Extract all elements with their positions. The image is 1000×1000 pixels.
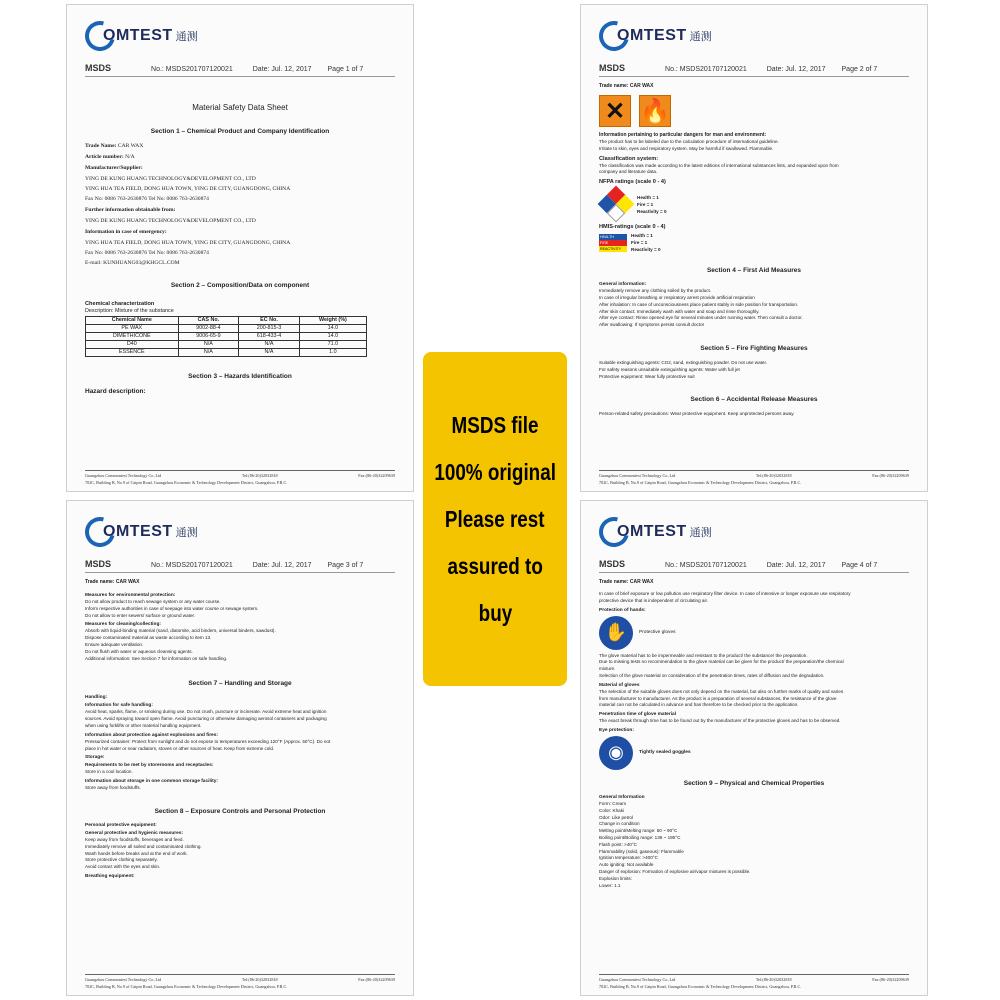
- text-line: Boiling point/Boiling range: 136 ~ 195°C: [599, 834, 681, 840]
- text-line: Form: Cream: [599, 800, 627, 806]
- page-header: MSDS No.: MSDS201707120021 Date: Jul. 12, 2017 Page 4 of 7: [599, 559, 909, 573]
- banner-line: assured to: [447, 552, 543, 579]
- emergency-label: Information in case of emergency:: [85, 229, 167, 235]
- document-title: Material Safety Data Sheet: [192, 103, 288, 112]
- emergency-fax-tel: Fax No: 0086 763-2630876 Tel No: 0086 763-2630874: [85, 250, 209, 256]
- banner-line: buy: [478, 599, 512, 626]
- text-line: After skin contact: Immediately wash with water and soap and rinse thoroughly.: [599, 308, 760, 314]
- text-line: Flash point: >40°C: [599, 841, 637, 847]
- table-row: [86, 324, 367, 332]
- table-header: Weight (%): [299, 316, 366, 324]
- table-cell: 14.0: [299, 324, 366, 332]
- table-cell: N/A: [239, 348, 300, 356]
- logo-mark-icon: [594, 512, 635, 553]
- section-8-title: Section 8 – Exposure Controls and Personal Protection: [154, 807, 326, 815]
- company-name: YING DE KUNG HUANG TECHNOLOGY&DEVELOPMENT CO., LTD: [85, 176, 256, 182]
- msds-page-2: OMTEST 通测 MSDS No.: MSDS201707120021 Date: Jul. 12, 2017 Page 2 of 7 Trade name: CAR WAX ✕ 🔥 Information pertaining to particular dangers for man and environment: The product has to be labeled due to the calculation procedure of international guideline. Irritate to skin, eyes and respiratory system. May be harmful if swallowed. Flammable. Classification system: The classification was made according to the latest editions of international substances lists, and expanded upon from company and literature data. NFPA ratings (scale 0 - 4) Health = 1 Fire = 1 Reactivity = 0 HMIS-ratings (scale 0 - 4) HEALTH FIRE REACTIVITY Health = 1 Fire = 1 Reactivity = 0 Section 4 – First Aid Measures General information: Immediately remove any clothing soiled by the product. In case of irregular breathing or respiratory arrest provide artificial respiration After inhalation: In case of unconsciousness place patient stably in side position for transportation. After skin contact: Immediately wash with water and soap and rinse thoroughly. After eye contact: Rinse opened eye for several minutes under running water. Then consult a doctor. After swallowing: If symptoms persist consult doctor Section 5 – Fire Fighting Measures Suitable extinguishing agents: CO2, sand, extinguishing powder. Do not use water. For safety reasons unsuitable extinguishing agents: Water with full jet Protective equipment: Wear fully protective suit Section 6 – Accidental Release Measures Person-related safety precautions: Wear protective equipment. Keep unprotected persons away. Guangzhou Commontest Technology Co.,Ltd Tel:(86-20)32032818 Fax:(86-20)32209639 702C, Building B, No.9 of Caipin Road, Guangzhou Economic & Technology Development District, Guangzhou, P.R.C.: [580, 4, 928, 492]
- table-cell: ESSENCE: [86, 348, 179, 356]
- text-line: Absorb with liquid-binding material (sand, diatomite, acid binders, universal binders, sawdust).: [85, 628, 276, 634]
- article-number-field: Article number: N/A: [85, 154, 135, 160]
- text-line: The glove material has to be impermeable and resistant to the product/ the substance/ the preparation.: [599, 652, 808, 658]
- table-cell: 9006-65-9: [178, 332, 239, 340]
- text-line: Color: Khaki: [599, 807, 625, 813]
- page-footer: Guangzhou Commontest Technology Co.,Ltd Tel:(86-20)32032818 Fax:(86-20)32209639 702C, Building B, No.9 of Caipin Road, Guangzhou Economic & Technology Development District, Guangzhou, P.R.C.: [599, 470, 909, 485]
- company-logo: OMTEST 通测: [85, 517, 395, 547]
- protective-gloves-icon: ✋: [599, 616, 633, 650]
- chem-char-heading: Chemical characterization: [85, 301, 155, 307]
- table-cell: N/A: [239, 340, 300, 348]
- banner-line: 100% original: [434, 458, 556, 485]
- company-logo: [85, 21, 395, 51]
- page-number: Page 2 of 7: [841, 66, 878, 73]
- text-line: Store protective clothing separately.: [85, 857, 158, 863]
- section-2-title: Section 2 – Composition/Data on component: [170, 282, 310, 289]
- page-number: Page 1 of 7: [327, 66, 364, 73]
- page-footer: Guangzhou Commontest Technology Co.,Ltd Tel:(86-20)32032818 Fax:(86-20)32209639 702C, Building B, No.9 of Caipin Road, Guangzhou Economic & Technology Development District, Guangzhou, P.R.C.: [85, 470, 395, 485]
- table-row: [86, 340, 367, 348]
- company-logo: OMTEST 通测: [599, 517, 909, 547]
- table-cell: D40: [86, 340, 179, 348]
- report-number: No.: MSDS201707120021: [151, 66, 233, 73]
- harmful-x-icon: ✕: [599, 95, 631, 127]
- section-3-title: Section 3 – Hazards Identification: [188, 372, 292, 380]
- nfpa-rating: Health = 1 Fire = 1 Reactivity = 0: [599, 187, 909, 221]
- text-line: place in hot water or near radiators, stoves or other sources of heat. Keep from extreme cold.: [85, 745, 275, 751]
- text-line: Avoid heat, sparks, flame, or smoking during use. Do not crush, puncture or incinerate. Avoid extreme heat and ignition: [85, 709, 327, 715]
- page-number: Page 4 of 7: [841, 562, 878, 569]
- table-cell: N/A: [178, 348, 239, 356]
- text-line: After swallowing: If symptoms persist consult doctor: [599, 322, 705, 328]
- table-row: [86, 332, 367, 340]
- company-email: E-mail: KUNHUANG03@KHGCL.COM: [85, 260, 180, 266]
- page-header: MSDS No.: MSDS201707120021 Date: Jul. 12, 2017 Page 2 of 7: [599, 63, 909, 77]
- hmis-rating: HEALTH FIRE REACTIVITY Health = 1 Fire = 1 Reactivity = 0: [600, 233, 661, 253]
- manufacturer-label: Manufacturer/Supplier:: [85, 165, 143, 171]
- text-line: For safety reasons unsuitable extinguishing agents: Water with full jet: [599, 366, 740, 372]
- table-header: EC No.: [239, 316, 300, 324]
- nfpa-diamond-icon: [598, 186, 635, 223]
- table-header: Chemical Name: [86, 316, 179, 324]
- text-line: Danger of explosion: Formation of explosive air/vapor mixtures is possible.: [599, 868, 751, 874]
- table-cell: 71.0: [299, 340, 366, 348]
- page-footer: Guangzhou Commontest Technology Co.,Ltd Tel:(86-20)32032818 Fax:(86-20)32209639 702C, Building B, No.9 of Caipin Road, Guangzhou Economic & Technology Development District, Guangzhou, P.R.C.: [599, 974, 909, 989]
- table-row: [86, 348, 367, 356]
- page-header: MSDS No.: MSDS201707120021 Date: Jul. 12, 2017 Page 3 of 7: [85, 559, 395, 573]
- text-line: The selection of the suitable gloves does not only depend on the material, but also on further marks of quality and varies: [599, 688, 844, 694]
- safety-goggles-icon: ◉: [599, 736, 633, 770]
- logo-mark-icon: [80, 16, 121, 57]
- text-line: protective device that is independent of circulating air.: [599, 597, 709, 603]
- table-cell: 200-815-3: [239, 324, 300, 332]
- text-line: Keep away from foodstuffs, beverages and feed.: [85, 836, 184, 842]
- text-line: sources. Avoid spraying toward open flame. Avoid puncturing or otherwise damaging aerosol containers and packaging: [85, 716, 327, 722]
- section-1-title: Section 1 – Chemical Product and Company Identification: [150, 128, 330, 135]
- trade-name-field: Trade Name: CAR WAX: [85, 143, 144, 149]
- hmis-label-icon: HEALTH FIRE REACTIVITY: [599, 234, 627, 252]
- text-line: Lower: 1.1: [599, 882, 621, 888]
- section-6-title: Section 6 – Accidental Release Measures: [690, 396, 818, 404]
- text-line: In case of irregular breathing or respiratory arrest provide artificial respiration: [599, 294, 755, 300]
- text-line: from manufacturer to manufacturer. As the product is a preparation of several substances, the resistance of the glove: [599, 695, 837, 701]
- table-cell: N/A: [178, 340, 239, 348]
- section-4-title: Section 4 – First Aid Measures: [706, 267, 802, 275]
- page-footer: Guangzhou Commontest Technology Co.,Ltd Tel:(86-20)32032818 Fax:(86-20)32209639 702C, Building B, No.9 of Caipin Road, Guangzhou Economic & Technology Development District, Guangzhou, P.R.C.: [85, 974, 395, 989]
- trade-name: Trade name: CAR WAX: [599, 579, 654, 585]
- emergency-address: YING HUA TEA FIELD, DONG HUA TOWN, YING DE CITY, GUANGDONG, CHINA: [85, 240, 291, 246]
- flammable-flame-icon: 🔥: [639, 95, 671, 127]
- further-info-label: Further information obtainable from:: [85, 207, 176, 213]
- logo-text: OMTEST: [103, 27, 173, 44]
- table-cell: 14.0: [299, 332, 366, 340]
- table-cell: 1.0: [299, 348, 366, 356]
- logo-mark-icon: [594, 16, 635, 57]
- text-line: In case of brief exposure or low pollution use respiratory filter device. In case of intensive or longer exposure use respiratory: [599, 591, 851, 596]
- table-cell: 9002-88-4: [178, 324, 239, 332]
- msds-page-4: OMTEST 通测 MSDS No.: MSDS201707120021 Date: Jul. 12, 2017 Page 4 of 7 Trade name: CAR WAX In case of brief exposure or low pollution use respiratory filter device. In case of intensive or longer exposure use respiratory protective device that is independent of circulating air. Protection of hands: ✋ Protective gloves The glove material has to be impermeable and resistant to the product/ the substance/ the preparation. Due to missing tests no recommendation to the glove material can be given for the product/ the preparation/the chemical mixture. Selection of the glove material on consideration of the penetration times, rates of diffusion and the degradation. Material of gloves The selection of the suitable gloves does not only depend on the material, but also on further marks of quality and varies from manufacturer to manufacturer. As the product is a preparation of several substances, the resistance of the glove material can not be calculated in advance and has therefore to be checked prior to the application. Penetration time of glove material The exact break through time has to be found out by the manufacturer of the protective gloves and has to be observed. Eye protection: ◉ Tightly sealed goggles Section 9 – Physical and Chemical Properties General Information Form: Cream Color: Khaki Odor: Like petrol Change in condition Melting point/Melting range: 50 ~ 90°C Boiling point/Boiling range: 136 ~ 195°C Flash point: >40°C Flammability (solid, gaseous): Flammable Ignition temperature: >400°C Auto igniting: Not available Danger of explosion: Formation of explosive air/vapor mixtures is possible. Explosion limits: Lower: 1.1 Guangzhou Commontest Technology Co.,Ltd Tel:(86-20)32032818 Fax:(86-20)32209639 702C, Building B, No.9 of Caipin Road, Guangzhou Economic & Technology Development District, Guangzhou, P.R.C.: [580, 500, 928, 996]
- text-line: material can not be calculated in advance and has therefore to be checked prior to the application.: [599, 702, 799, 708]
- goggles-row: ◉ Tightly sealed goggles: [599, 736, 909, 770]
- table-cell: DIMETHICONE: [86, 332, 179, 340]
- banner-line: MSDS file: [451, 411, 539, 438]
- msds-label: MSDS: [85, 63, 112, 73]
- company-fax-tel: Fax No: 0086 763-2630876 Tel No: 0086 763-2630874: [85, 196, 209, 202]
- section-9-title: Section 9 – Physical and Chemical Properties: [683, 779, 825, 787]
- text-line: mixture.: [599, 666, 616, 672]
- text-line: when using forklifts or other material handling equipment.: [85, 722, 202, 728]
- company-logo: OMTEST 通测: [599, 21, 909, 51]
- page-number: Page 3 of 7: [327, 562, 364, 569]
- text-line: Selection of the glove material on consideration of the penetration times, rates of diffusion and the degradation.: [599, 672, 825, 678]
- composition-table: [85, 316, 367, 357]
- section-7-title: Section 7 – Handling and Storage: [188, 680, 292, 688]
- text-line: Auto igniting: Not available: [599, 862, 654, 868]
- text-line: Do not allow product to reach sewage system or any water course.: [85, 599, 221, 604]
- text-line: Suitable extinguishing agents: CO2, sand, extinguishing powder. Do not use water.: [599, 359, 768, 365]
- hazard-description-heading: Hazard description:: [85, 387, 146, 395]
- further-company: YING DE KUNG HUANG TECHNOLOGY&DEVELOPMENT CO., LTD: [85, 218, 256, 224]
- gloves-row: ✋ Protective gloves: [599, 616, 909, 650]
- text-line: Do not allow to enter sewers/ surface or ground water.: [85, 612, 196, 618]
- text-line: After eye contact: Rinse opened eye for several minutes under running water. Then consult a doctor.: [599, 315, 803, 321]
- text-line: Avoid contact with the eyes and skin.: [85, 864, 161, 870]
- text-line: Explosion limits:: [599, 875, 632, 881]
- table-header: CAS No.: [178, 316, 239, 324]
- logo-mark-icon: [80, 512, 121, 553]
- banner-line: Please rest: [445, 505, 545, 532]
- logo-cn-text: 通测: [175, 30, 198, 43]
- text-line: Due to missing tests no recommendation to the glove material can be given for the product/ the preparation/the chemical: [599, 659, 844, 665]
- text-line: Ensure adequate ventilation.: [85, 641, 144, 647]
- msds-page-1: [66, 4, 414, 492]
- hazard-pictograms: [599, 95, 909, 127]
- page-header: [85, 63, 395, 77]
- table-cell: 618-433-4: [239, 332, 300, 340]
- msds-page-3: OMTEST 通测 MSDS No.: MSDS201707120021 Date: Jul. 12, 2017 Page 3 of 7 Trade name: CAR WAX Measures for environmental protection: Do not allow product to reach sewage system or any water course. Inform respective authorities in case of seepage into water course or sewage system. Do not allow to enter sewers/ surface or ground water. Measures for cleaning/collecting: Absorb with liquid-binding material (sand, diatomite, acid binders, universal binders, sawdust). Dispose contaminated material as waste according to item 13. Ensure adequate ventilation. Do not flush with water or aqueous cleansing agents. Additional information: See Section 7 for information on safe handling. Section 7 – Handling and Storage Handling: Information for safe handling: Avoid heat, sparks, flame, or smoking during use. Do not crush, puncture or incinerate. Avoid extreme heat and ignition sources. Avoid spraying toward open flame. Avoid puncturing or otherwise damaging aerosol containers and packaging when using forklifts or other material handling equipment. Information about protection against explosions and fires: Pressurized container: Protect from sunlight and do not expose to temperatures exceeding 120°F (Approx. 50°C). Do not place in hot water or near radiators, stoves or other sources of heat. Keep from extreme cold. Storage: Requirements to be met by storerooms and receptacles: Store in a cool location. Information about storage in one common storage facility: Store away from foodstuffs. Section 8 – Exposure Controls and Personal Protection Personal protective equipment: General protective and hygienic measures: Keep away from foodstuffs, beverages and feed. Immediately remove all soiled and contaminated clothing. Wash hands before breaks and at the end of work. Store protective clothing separately. Avoid contact with the eyes and skin. Breathing equipment: Guangzhou Commontest Technology Co.,Ltd Tel:(86-20)32032818 Fax:(86-20)32209639 702C, Building B, No.9 of Caipin Road, Guangzhou Economic & Technology Development District, Guangzhou, P.R.C.: [66, 500, 414, 996]
- table-cell: PE WAX: [86, 324, 179, 332]
- promo-banner: [423, 352, 567, 686]
- text-line: Immediately remove all soiled and contaminated clothing.: [85, 843, 202, 849]
- text-line: Dispose contaminated material as waste according to item 13.: [85, 635, 212, 641]
- text-line: Do not flush with water or aqueous cleansing agents.: [85, 648, 193, 654]
- report-date: Date: Jul. 12, 2017: [252, 66, 312, 73]
- section-5-title: Section 5 – Fire Fighting Measures: [700, 344, 808, 352]
- text-line: Additional information: See Section 7 for information on safe handling.: [85, 655, 228, 661]
- text-line: Change in condition: [599, 821, 640, 827]
- text-line: Odor: Like petrol: [599, 814, 633, 820]
- text-line: Wash hands before breaks and at the end of work.: [85, 850, 188, 856]
- text-line: Inform respective authorities in case of seepage into water course or sewage system.: [85, 605, 259, 611]
- company-address: YING HUA TEA FIELD, DONG HUA TOWN, YING DE CITY, GUANGDONG, CHINA: [85, 186, 291, 192]
- text-line: Melting point/Melting range: 50 ~ 90°C: [599, 828, 678, 834]
- text-line: Flammability (solid, gaseous): Flammable: [599, 848, 684, 854]
- text-line: Pressurized container: Protect from sunlight and do not expose to temperatures exceeding 120°F (Approx. 50°C). Do not: [85, 738, 331, 744]
- description-line: Description: Mixture of the substance: [85, 308, 174, 314]
- text-line: Immediately remove any clothing soiled by the product.: [599, 288, 712, 294]
- text-line: Ignition temperature: >400°C: [599, 855, 658, 861]
- trade-name: Trade name: CAR WAX: [599, 83, 654, 89]
- trade-name: Trade name: CAR WAX: [85, 579, 140, 585]
- text-line: Protective equipment: Wear fully protective suit: [599, 373, 695, 379]
- text-line: After inhalation: In case of unconsciousness place patient stably in side position for transportation.: [599, 301, 799, 307]
